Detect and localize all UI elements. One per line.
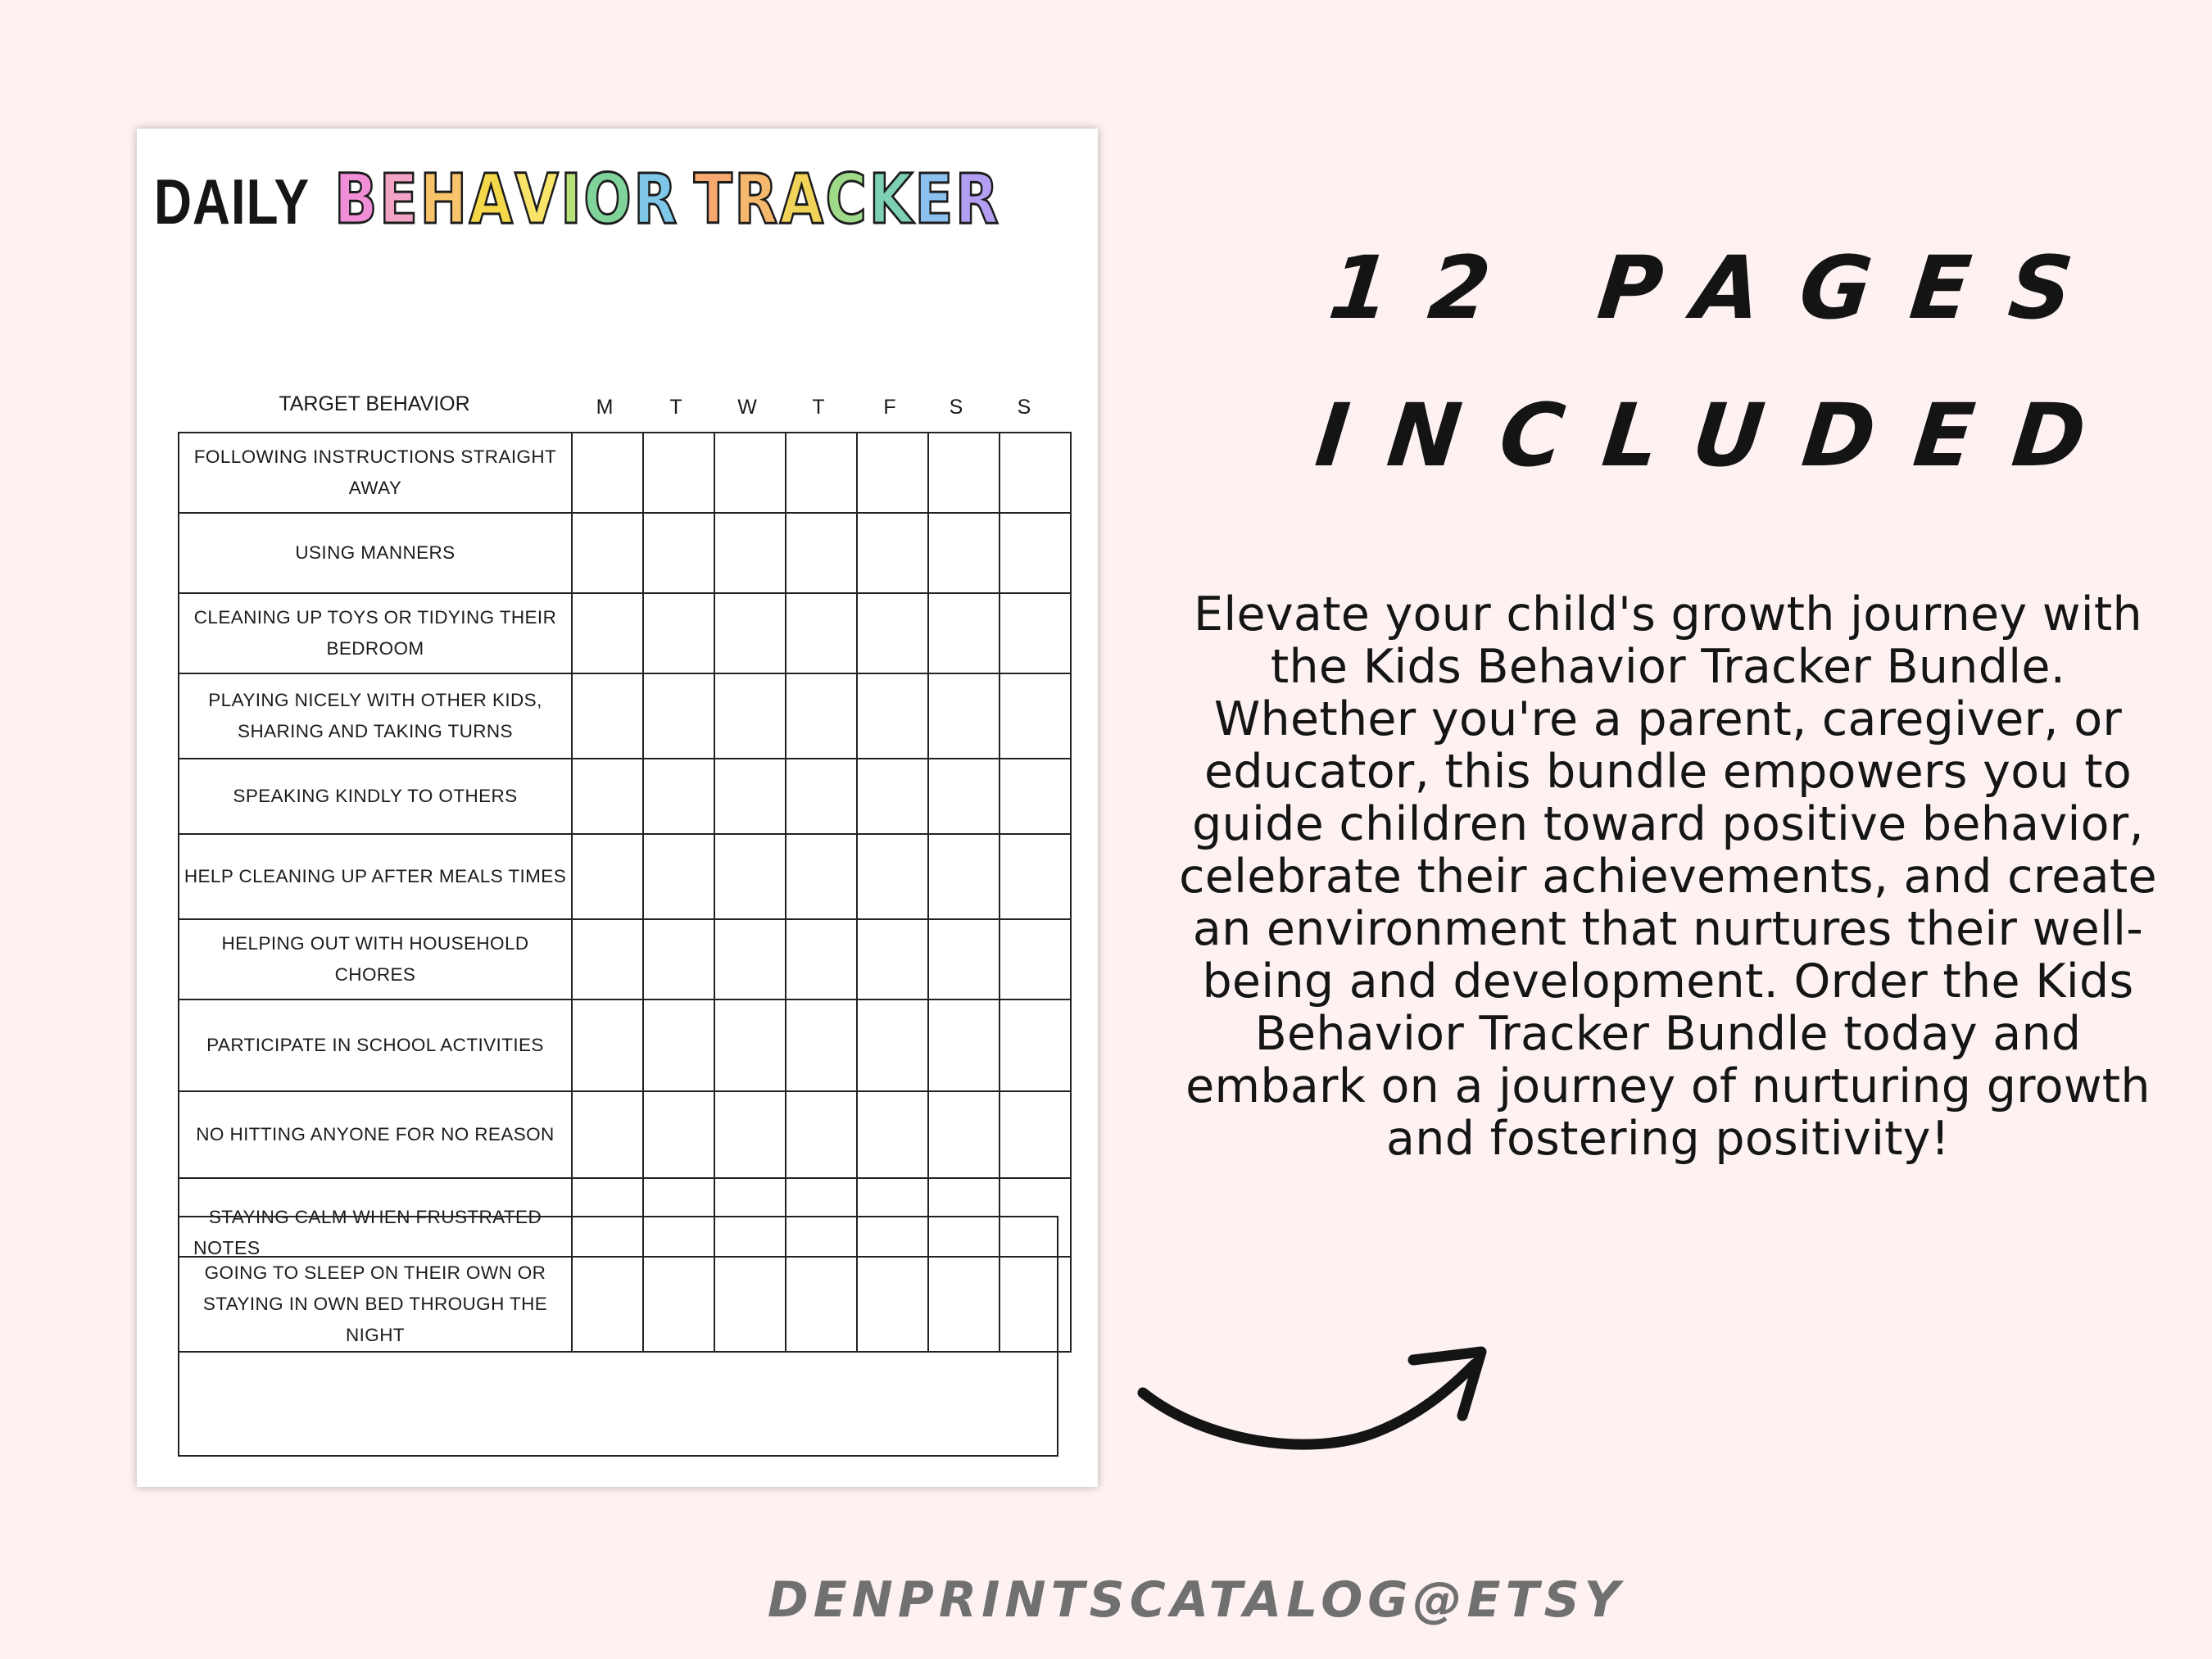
title-letter: H [419, 159, 469, 239]
sheet-title [137, 159, 1098, 239]
title-letter: K [868, 159, 915, 239]
day-checkbox-cell[interactable] [857, 593, 928, 673]
shop-brand: DENPRINTSCATALOG@ETSY [767, 1571, 1625, 1629]
day-checkbox-cell[interactable] [643, 593, 714, 673]
behavior-row [179, 919, 1071, 999]
day-header: T [669, 396, 682, 419]
day-checkbox-cell[interactable] [714, 673, 786, 759]
day-checkbox-cell[interactable] [928, 593, 999, 673]
behavior-row [179, 673, 1071, 759]
day-checkbox-cell[interactable] [643, 513, 714, 593]
day-checkbox-cell[interactable] [714, 593, 786, 673]
behavior-label: GOING TO SLEEP ON THEIR OWN OR STAYING IN OWN BED THROUGH THE NIGHT [179, 1257, 572, 1352]
title-letter: A [779, 159, 826, 239]
pages-included-heading [1229, 215, 2212, 510]
title-letter: O [583, 159, 634, 239]
behavior-row [179, 759, 1071, 834]
day-checkbox-cell[interactable] [999, 673, 1071, 759]
title-letter: E [378, 159, 420, 239]
day-checkbox-cell[interactable] [857, 1091, 928, 1178]
day-checkbox-cell[interactable] [572, 593, 643, 673]
title-letter: E [914, 159, 955, 239]
title-letter: A [469, 159, 515, 239]
day-checkbox-cell[interactable] [928, 919, 999, 999]
behavior-label: HELP CLEANING UP AFTER MEALS TIMES [179, 834, 572, 919]
title-letter: R [954, 159, 1001, 239]
day-checkbox-cell[interactable] [999, 513, 1071, 593]
behavior-label: PLAYING NICELY WITH OTHER KIDS, SHARING AND TAKING TURNS [179, 673, 572, 759]
day-checkbox-cell[interactable] [857, 673, 928, 759]
day-checkbox-cell[interactable] [572, 673, 643, 759]
title-daily: DAILY [153, 165, 310, 238]
behavior-row [179, 834, 1071, 919]
day-checkbox-cell[interactable] [714, 999, 786, 1091]
day-checkbox-cell[interactable] [857, 433, 928, 513]
behavior-label: NO HITTING ANYONE FOR NO REASON [179, 1091, 572, 1178]
day-checkbox-cell[interactable] [786, 593, 857, 673]
heading-line-1: 12 PAGES [1324, 238, 2117, 338]
title-letter: C [825, 159, 869, 239]
day-checkbox-cell[interactable] [999, 593, 1071, 673]
day-checkbox-cell[interactable] [643, 1091, 714, 1178]
day-checkbox-cell[interactable] [572, 759, 643, 834]
day-checkbox-cell[interactable] [643, 433, 714, 513]
day-header: F [883, 396, 896, 419]
behavior-tracker-sheet [137, 129, 1098, 1487]
day-checkbox-cell[interactable] [643, 673, 714, 759]
day-checkbox-cell[interactable] [786, 433, 857, 513]
title-letter: I [560, 159, 584, 239]
behavior-label: PARTICIPATE IN SCHOOL ACTIVITIES [179, 999, 572, 1091]
day-checkbox-cell[interactable] [857, 919, 928, 999]
product-description: Elevate your child's growth journey with the Kids Behavior Tracker Bundle. Whether you're a parent, caregiver, or educator, this bundle empowers you to guide children toward positive behavior, celebrate their achievements, and create an environment that nurtures their well-being and development. Order the Kids Behavior Tracker Bundle today and embark on a journey of nurturing growth and fostering positivity! [1179, 587, 2157, 1166]
day-checkbox-cell[interactable] [928, 433, 999, 513]
behavior-label: SPEAKING KINDLY TO OTHERS [179, 759, 572, 834]
day-checkbox-cell[interactable] [786, 834, 857, 919]
day-checkbox-cell[interactable] [999, 1091, 1071, 1178]
title-letter: V [514, 159, 561, 239]
grid-header [178, 392, 1058, 425]
day-checkbox-cell[interactable] [572, 1091, 643, 1178]
day-checkbox-cell[interactable] [786, 999, 857, 1091]
day-checkbox-cell[interactable] [999, 759, 1071, 834]
behavior-row [179, 513, 1071, 593]
title-letter: R [734, 159, 780, 239]
behavior-row [179, 1091, 1071, 1178]
day-checkbox-cell[interactable] [928, 999, 999, 1091]
day-checkbox-cell[interactable] [999, 919, 1071, 999]
day-checkbox-cell[interactable] [643, 919, 714, 999]
day-checkbox-cell[interactable] [999, 433, 1071, 513]
behavior-row [179, 999, 1071, 1091]
day-checkbox-cell[interactable] [928, 834, 999, 919]
behavior-row [179, 433, 1071, 513]
day-checkbox-cell[interactable] [857, 999, 928, 1091]
day-checkbox-cell[interactable] [857, 759, 928, 834]
day-checkbox-cell[interactable] [928, 513, 999, 593]
behavior-label: HELPING OUT WITH HOUSEHOLD CHORES [179, 919, 572, 999]
day-checkbox-cell[interactable] [928, 673, 999, 759]
behavior-label: FOLLOWING INSTRUCTIONS STRAIGHT AWAY [179, 433, 572, 513]
behavior-label: STAYING CALM WHEN FRUSTRATED [179, 1178, 572, 1257]
day-checkbox-cell[interactable] [999, 834, 1071, 919]
title-letter: R [633, 159, 679, 239]
day-header: T [812, 396, 825, 419]
title-behavior-tracker [333, 159, 1001, 239]
day-checkbox-cell[interactable] [999, 999, 1071, 1091]
day-header: M [596, 396, 614, 419]
day-checkbox-cell[interactable] [857, 834, 928, 919]
behavior-row [179, 593, 1071, 673]
title-letter: B [333, 159, 379, 239]
title-letter: T [693, 159, 735, 239]
day-checkbox-cell[interactable] [714, 919, 786, 999]
day-header: W [737, 396, 757, 419]
day-checkbox-cell[interactable] [928, 759, 999, 834]
day-checkbox-cell[interactable] [714, 433, 786, 513]
day-checkbox-cell[interactable] [643, 834, 714, 919]
day-checkbox-cell[interactable] [786, 919, 857, 999]
target-behavior-header: TARGET BEHAVIOR [279, 392, 470, 415]
day-checkbox-cell[interactable] [643, 759, 714, 834]
day-checkbox-cell[interactable] [572, 919, 643, 999]
day-checkbox-cell[interactable] [572, 999, 643, 1091]
day-checkbox-cell[interactable] [572, 433, 643, 513]
behavior-label: USING MANNERS [179, 513, 572, 593]
day-checkbox-cell[interactable] [786, 513, 857, 593]
notes-box[interactable] [178, 1216, 1058, 1457]
day-checkbox-cell[interactable] [572, 834, 643, 919]
day-checkbox-cell[interactable] [786, 673, 857, 759]
day-checkbox-cell[interactable] [572, 513, 643, 593]
day-checkbox-cell[interactable] [786, 759, 857, 834]
day-checkbox-cell[interactable] [928, 1091, 999, 1178]
day-checkbox-cell[interactable] [714, 1091, 786, 1178]
day-checkbox-cell[interactable] [714, 759, 786, 834]
day-header: S [1017, 396, 1031, 419]
day-checkbox-cell[interactable] [857, 513, 928, 593]
day-checkbox-cell[interactable] [714, 834, 786, 919]
behavior-label: CLEANING UP TOYS OR TIDYING THEIR BEDROOM [179, 593, 572, 673]
heading-line-2: INCLUDED [1311, 385, 2130, 486]
day-checkbox-cell[interactable] [643, 999, 714, 1091]
day-checkbox-cell[interactable] [786, 1091, 857, 1178]
notes-label: NOTES [193, 1237, 261, 1258]
behavior-grid [178, 432, 1072, 1353]
curved-arrow-icon [1131, 1335, 1507, 1475]
day-checkbox-cell[interactable] [714, 513, 786, 593]
day-header: S [949, 396, 963, 419]
